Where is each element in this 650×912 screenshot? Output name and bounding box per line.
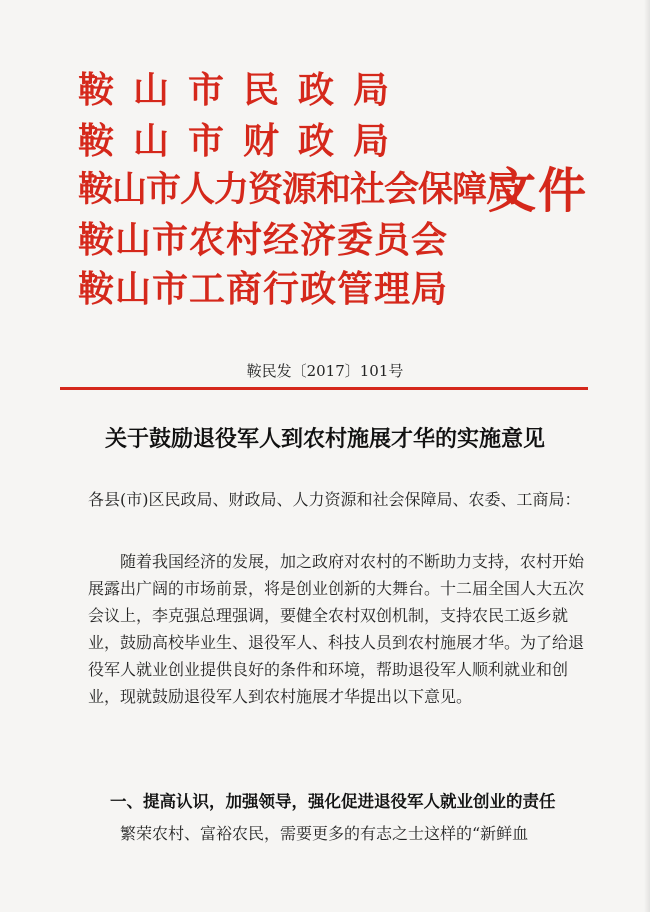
red-divider-line: [60, 387, 588, 390]
recipients-line: 各县(市)区民政局、财政局、人力资源和社会保障局、农委、工商局：: [88, 490, 581, 509]
agency-name-industry-commerce: 鞍山市工商行政管理局: [78, 268, 449, 310]
agency-name-human-resources: 鞍山市人力资源和社会保障局: [78, 169, 521, 210]
body-paragraph: 繁荣农村、富裕农民，需要更多的有志之士这样的“新鲜血: [120, 824, 529, 843]
agency-name-rural-economy: 鞍山市农村经济委员会: [78, 219, 449, 261]
document-number: 鞍民发〔2017〕101号: [246, 362, 404, 380]
agency-name-finance: 鞍山市财政局: [78, 120, 409, 162]
document-type-label: 文件: [488, 163, 589, 219]
scan-shadow: [644, 0, 650, 912]
body-paragraph: 随着我国经济的发展，加之政府对农村的不断助力支持，农村开始展露出广阔的市场前景，将是创业创新的大舞台。十二届全国人大五次会议上，李克强总理强调，要健全农村双创机制，支持农民工返乡就业，鼓励高校毕业生、退役军人、科技人员到农村施展才华。为了给退役军人就业创业提供良好的条件和环境，帮助退役军人顺利就业和创业，现就鼓励退役军人到农村施展才华提出以下意见。: [88, 552, 585, 706]
document-title: 关于鼓励退役军人到农村施展才华的实施意见: [104, 426, 545, 452]
agency-name-civil-affairs: 鞍山市民政局: [78, 69, 409, 111]
section-heading: 一、提高认识，加强领导，强化促进退役军人就业创业的责任: [110, 792, 556, 811]
